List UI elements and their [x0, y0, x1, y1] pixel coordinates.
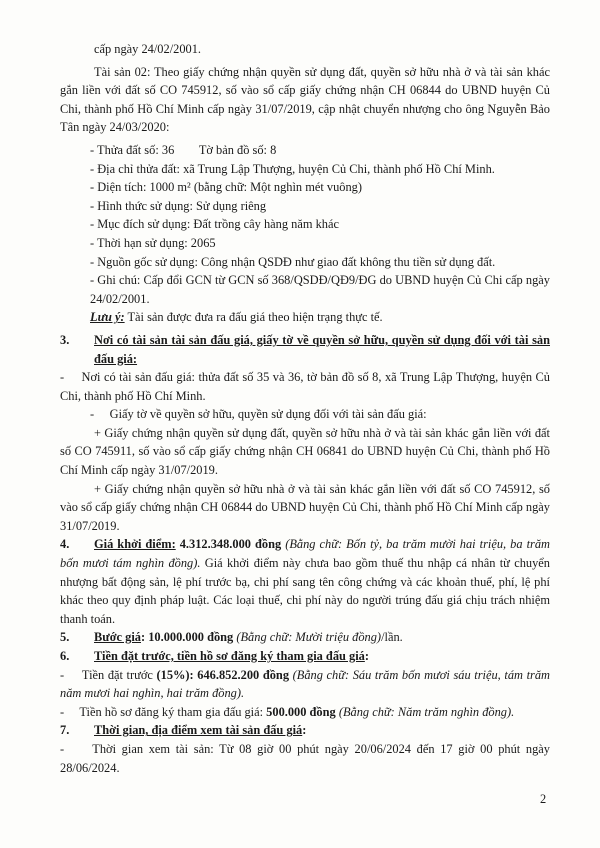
- document-page: [60, 40, 554, 777]
- paragraph: - Giấy tờ về quyền sở hữu, quyền sử dụng đối với tài sản đấu giá:: [90, 407, 427, 422]
- section-number: 4.: [60, 537, 70, 552]
- section-5: [60, 628, 550, 647]
- note-text: Tài sản được đưa ra đấu giá theo hiện trạng thực tế.: [124, 310, 383, 325]
- viewing-time-paragraph: - Thời gian xem tài sản: Từ 08 giờ 00 phút ngày 20/06/2024 đến 17 giờ 00 phút ngày 28/06/2024.: [60, 741, 554, 775]
- paragraph: + Giấy chứng nhận quyền sở hữu nhà ở và tài sản khác gắn liền với đất số CO 745912, số vào sổ cấp giấy chứng nhận CH 06844 do UBND huyện Củ Chi, thành phố Hồ Chí Minh cấp ngày 31/07/2019.: [60, 481, 550, 533]
- list-item: - Thời hạn sử dụng: 2065: [90, 235, 216, 250]
- list-item: - Mục đích sử dụng: Đất trồng cây hàng năm khác: [90, 217, 339, 232]
- colon: :: [302, 723, 307, 738]
- fee-label: - Tiền hồ sơ đăng ký tham gia đấu giá:: [60, 704, 267, 719]
- section-7-heading: [60, 721, 550, 740]
- note-label: Lưu ý:: [90, 310, 125, 325]
- bid-step-tail: /lần.: [381, 630, 403, 645]
- section-6-heading: [60, 647, 550, 666]
- deposit-words: (Bằng chữ: Sáu trăm bốn mươi sáu triệu, tám trăm năm mươi hai nghìn, hai trăm đồng).: [60, 667, 554, 701]
- section-title: Thời gian, địa điểm xem tài sản đấu giá: [94, 723, 303, 738]
- list-item: - Địa chỉ thửa đất: xã Trung Lập Thượng, huyện Củ Chi, thành phố Hồ Chí Minh.: [90, 161, 495, 176]
- deposit-label: - Tiền đặt trước: [60, 667, 157, 682]
- section-4: [60, 535, 550, 628]
- list-item: - Ghi chú: Cấp đổi GCN từ GCN số 368/QSDĐ/QĐ9/ĐG do UBND huyện Củ Chi cấp ngày 24/02/2001.: [90, 273, 550, 306]
- paragraph: + Giấy chứng nhận quyền sử dụng đất, quyền sở hữu nhà ở và tài sản khác gắn liền với đất số CO 745911, số vào sổ cấp giấy chứng nhận CH 06841 do UBND huyện Củ Chi, thành phố Hồ Chí Minh cấp ngày 31/07/2019.: [60, 425, 550, 478]
- list-item: - Hình thức sử dụng: Sử dụng riêng: [90, 198, 267, 213]
- list-item: - Diện tích: 1000 m² (bằng chữ: Một nghìn mét vuông): [90, 180, 362, 195]
- fee-paragraph: [60, 703, 550, 722]
- section-number: 6.: [60, 649, 70, 663]
- deposit-paragraph: [60, 666, 554, 703]
- fee-words: (Bằng chữ: Năm trăm nghìn đồng).: [335, 704, 515, 719]
- note: [90, 308, 550, 327]
- section-number: 3.: [60, 332, 70, 347]
- bid-step-words: (Bằng chữ: Mười triệu đồng): [233, 630, 382, 645]
- section-4-text: Giá khởi điểm này chưa bao gồm thuế thu nhập cá nhân từ chuyển nhượng bất động sản, lệ phí trước bạ, chi phí sang tên công chứng và các khoản thuế, phí, lệ phí khác theo quy định pháp luật. Các loại thuế, chi phí này do người trúng đấu giá chịu trách nhiệm thanh toán.: [60, 556, 550, 626]
- colon: :: [364, 649, 369, 663]
- deposit-amount: (15%): 646.852.200 đồng: [156, 667, 290, 682]
- list-item: - Nguồn gốc sử dụng: Công nhận QSDĐ như giao đất không thu tiền sử dụng đất.: [90, 254, 496, 269]
- section-number: 5.: [60, 630, 70, 645]
- asset-02-paragraph: Tài sản 02: Theo giấy chứng nhận quyền sử dụng đất, quyền sở hữu nhà ở và tài sản khác gắn liền với đất số CO 745912, số vào sổ cấp giấy chứng nhận CH 06844 do UBND huyện Củ Chi, thành phố Hồ Chí Minh cấp ngày 31/07/2019, cập nhật chuyển nhượng cho ông Nguyễn Bảo Tân ngày 24/03/2020:: [60, 64, 550, 135]
- asset-02-details: [60, 141, 550, 327]
- paragraph: - Nơi có tài sản đấu giá: thửa đất số 35 và 36, tờ bản đồ số 8, xã Trung Lập Thượng, huyện Củ Chi, thành phố Hồ Chí Minh.: [60, 370, 554, 403]
- section-title: Bước giá: [94, 630, 141, 645]
- starting-price: 4.312.348.000 đồng: [175, 537, 282, 552]
- text-line: cấp ngày 24/02/2001.: [94, 42, 202, 56]
- section-number: 7.: [60, 723, 70, 738]
- section-title: Nơi có tài sản tài sản đấu giá, giấy tờ về quyền sở hữu, quyền sử dụng đối với tài sản đấu giá:: [94, 332, 550, 366]
- page-number: 2: [540, 792, 547, 806]
- section-title: Tiền đặt trước, tiền hồ sơ đăng ký tham gia đấu giá: [94, 649, 365, 663]
- bid-step: : 10.000.000 đồng: [141, 630, 234, 645]
- list-item: - Thửa đất số: 36 Tờ bản đồ số: 8: [90, 142, 277, 157]
- starting-price-words: (Bằng chữ: Bốn tỷ, ba trăm mười hai triệu, ba trăm bốn mươi tám nghìn đồng).: [60, 537, 550, 571]
- fee-amount: 500.000 đồng: [266, 704, 336, 719]
- section-3-heading: [60, 331, 550, 368]
- section-title: Giá khởi điểm:: [94, 537, 176, 552]
